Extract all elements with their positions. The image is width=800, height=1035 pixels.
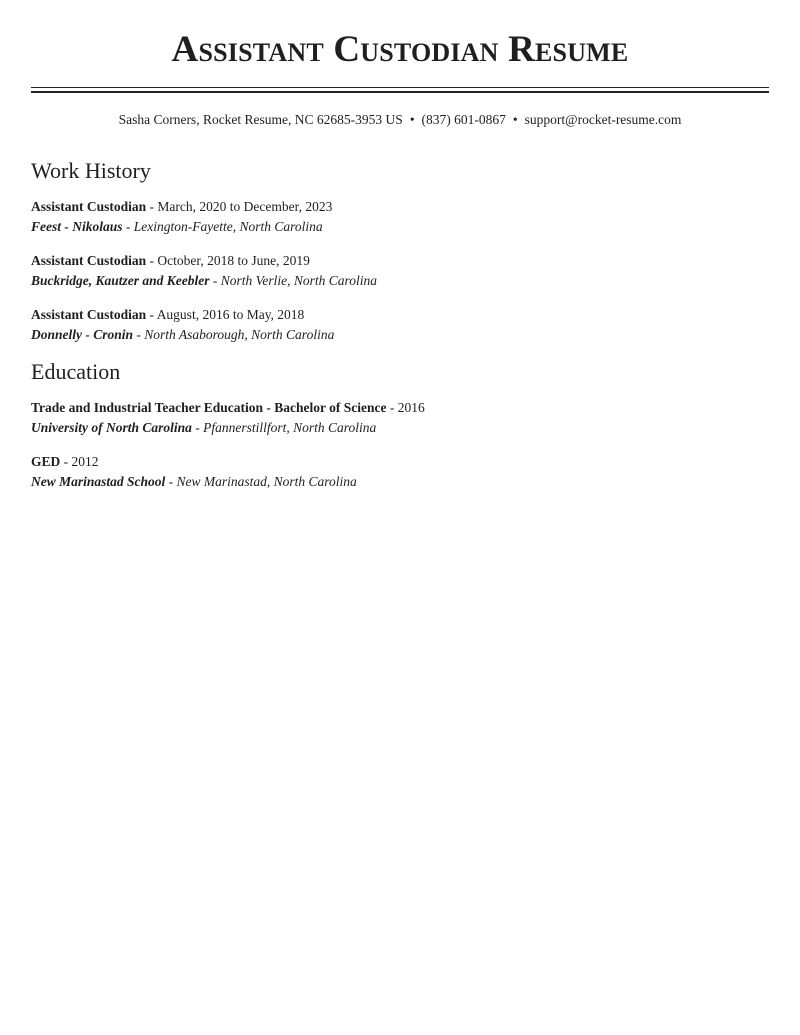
contact-phone: (837) 601-0867 — [421, 112, 506, 127]
job-role: Assistant Custodian — [31, 253, 147, 268]
school-location: Pfannerstillfort, North Carolina — [203, 420, 377, 435]
work-entry-header: Assistant Custodian - October, 2018 to June, 2019 — [31, 253, 310, 268]
education-entry-school: New Marinastad School - New Marinastad, North Carolina — [31, 474, 357, 489]
title-divider-thick — [31, 91, 769, 93]
job-dates: March, 2020 to December, 2023 — [157, 199, 333, 214]
education-entry — [31, 398, 769, 438]
graduation-year: 2012 — [71, 454, 99, 469]
education-entry-header: Trade and Industrial Teacher Education - Bachelor of Science - 2016 — [31, 400, 425, 415]
contact-address: Sasha Corners, Rocket Resume, NC 62685-3953 US — [118, 112, 403, 127]
resume-title: Assistant Custodian Resume — [171, 29, 629, 70]
job-company: Buckridge, Kautzer and Keebler — [31, 273, 210, 288]
work-history-heading: Work History — [31, 158, 151, 183]
graduation-year: 2016 — [397, 400, 425, 415]
job-location: North Verlie, North Carolina — [220, 273, 378, 288]
job-role: Assistant Custodian — [31, 307, 147, 322]
degree: Trade and Industrial Teacher Education - Bachelor of Science — [31, 400, 387, 415]
job-company: Donnelly - Cronin — [31, 327, 134, 342]
education-heading: Education — [31, 359, 121, 384]
school-location: New Marinastad, North Carolina — [176, 474, 357, 489]
work-entry — [31, 197, 769, 237]
education-entry — [31, 452, 769, 492]
title-divider-thin — [31, 87, 769, 88]
work-entry-org: Buckridge, Kautzer and Keebler - North Verlie, North Carolina — [31, 273, 378, 288]
job-company: Feest - Nikolaus — [31, 219, 123, 234]
school-name: University of North Carolina — [31, 420, 192, 435]
contact-separator: • — [512, 112, 518, 127]
education-entry-school: University of North Carolina - Pfannerstillfort, North Carolina — [31, 420, 377, 435]
work-entry-header: Assistant Custodian - March, 2020 to December, 2023 — [31, 199, 333, 214]
education-entry-header: GED - 2012 — [31, 454, 99, 469]
job-location: Lexington-Fayette, North Carolina — [133, 219, 323, 234]
job-location: North Asaborough, North Carolina — [144, 327, 335, 342]
work-entry-org: Donnelly - Cronin - North Asaborough, North Carolina — [31, 327, 335, 342]
work-entry — [31, 251, 769, 291]
job-role: Assistant Custodian — [31, 199, 147, 214]
contact-email: support@rocket-resume.com — [524, 112, 682, 127]
contact-separator: • — [409, 112, 415, 127]
degree: GED — [31, 454, 61, 469]
job-dates: August, 2016 to May, 2018 — [156, 307, 305, 322]
work-entry-org: Feest - Nikolaus - Lexington-Fayette, North Carolina — [31, 219, 323, 234]
job-dates: October, 2018 to June, 2019 — [157, 253, 310, 268]
school-name: New Marinastad School — [31, 474, 166, 489]
work-entry — [31, 305, 769, 345]
work-entry-header: Assistant Custodian - August, 2016 to May, 2018 — [31, 307, 305, 322]
contact-line — [31, 112, 769, 128]
